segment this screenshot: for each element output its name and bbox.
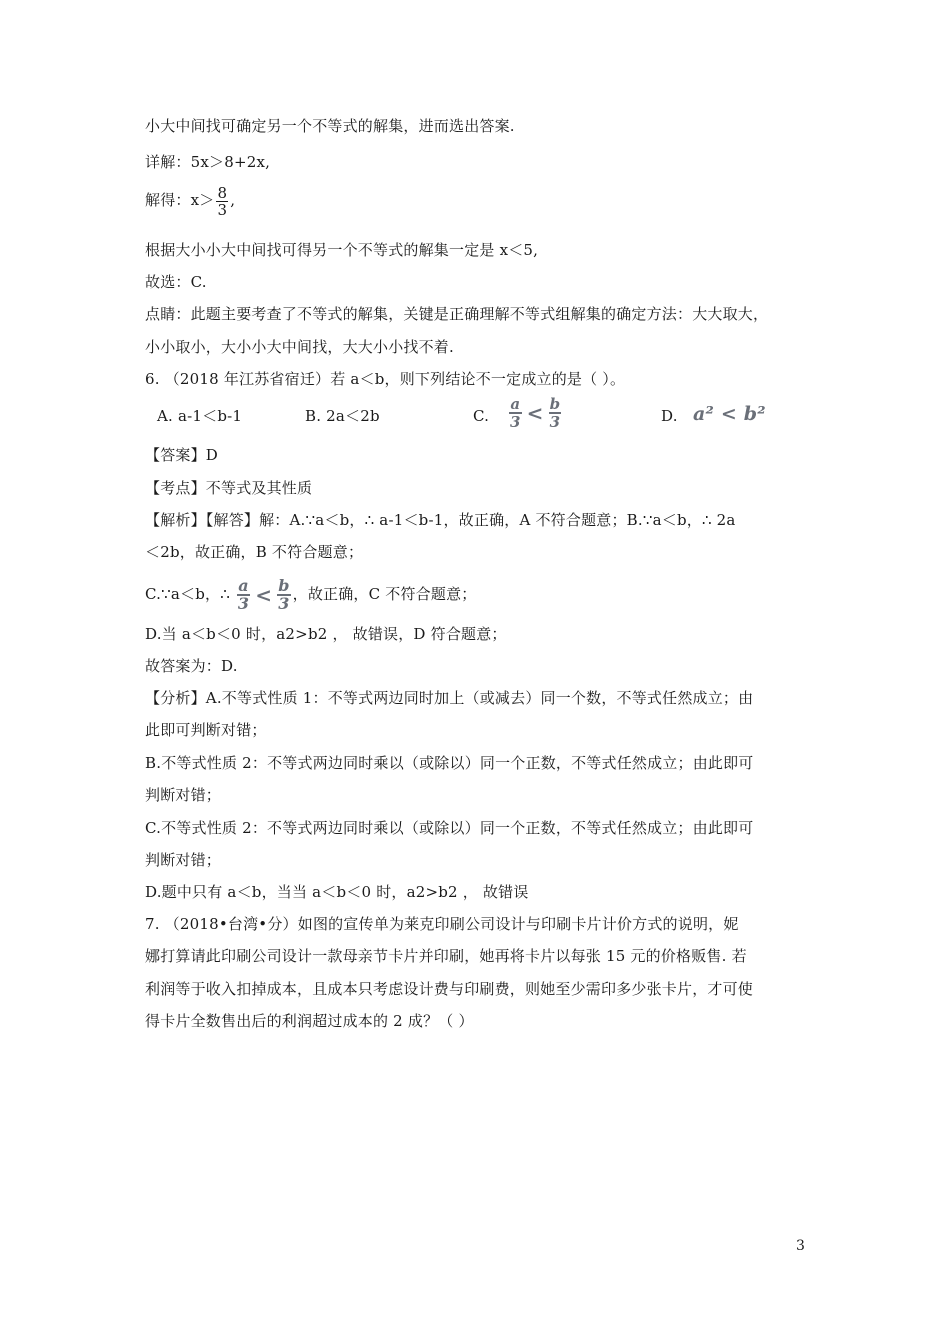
analysis-c-line: C.∵a＜b，∴ $\frac{a}{3}$ < $\frac{b}{3}$ ，故正确，C 不符合题意； [145,576,477,613]
option-b: B. 2a＜2b [305,407,380,425]
page-number: 3 [796,1238,805,1254]
analysis-line: 【解析】【解答】解：A.∵a＜b，∴ a-1＜b-1，故正确，A 不符合题意；B.∵a＜b，∴ 2a [145,511,736,529]
solution-prefix: 解得：x＞ [145,191,215,209]
inline-math: $\frac{a}{3}$ < $\frac{b}{3}$ [237,576,290,613]
fraction-numerator: 8 [217,183,228,202]
solution-suffix: , [230,191,236,209]
answer-line: 【答案】D [145,446,219,464]
text-line: 故答案为：D. [145,657,238,675]
text-line: B.不等式性质 2：不等式两边同时乘以（或除以）同一个正数，不等式任然成立；由此即可 [145,754,754,772]
text-line: D.当 a＜b＜0 时，a2>b2 ， 故错误，D 符合题意； [145,625,507,643]
text-line: 根据大小小大中间找可得另一个不等式的解集一定是 x＜5, [145,241,539,259]
text-line: 判断对错； [145,851,222,869]
text-line: ＜2b，故正确，B 不符合题意； [145,543,364,561]
text-line: 【分析】A.不等式性质 1：不等式两边同时加上（或减去）同一个数，不等式任然成立；由 [145,689,754,707]
text-line: 详解：5x＞8+2x, [145,153,271,171]
text-line: 利润等于收入扣掉成本，且成本只考虑设计费与印刷费，则她至少需印多少张卡片，才可使 [145,980,754,998]
fraction [216,185,228,218]
fraction-denominator: 3 [217,200,228,219]
text-line: 此即可判断对错； [145,721,267,739]
option-a: A. a-1＜b-1 [157,407,243,425]
text-line: 小大中间找可确定另一个不等式的解集，进而选出答案. [145,117,515,135]
text-line: 点睛：此题主要考查了不等式的解集，关键是正确理解不等式组解集的确定方法：大大取大， [145,305,769,323]
solution-line [145,180,810,220]
text-line: C.不等式性质 2：不等式两边同时乘以（或除以）同一个正数，不等式任然成立；由此即可 [145,819,754,837]
text-line: 得卡片全数售出后的利润超过成本的 2 成？（ ） [145,1012,474,1030]
topic-line: 【考点】不等式及其性质 [145,479,313,497]
option-c-label: C. [473,407,490,425]
text-line: 判断对错； [145,786,222,804]
text-line: D.题中只有 a＜b，当当 a＜b＜0 时，a2>b2 ， 故错误 [145,883,529,901]
text-line: 故选：C. [145,273,207,291]
option-d-label: D. [661,407,678,425]
option-d-math: a² < b² [693,403,766,425]
question-6-options [145,395,810,434]
text-line: 小小取小，大小小大中间找，大大小小找不着. [145,338,454,356]
question-6: 6. （2018 年江苏省宿迁）若 a＜b，则下列结论不一定成立的是（ ）。 [145,370,626,388]
option-c-math: $\frac{a}{3}$ < $\frac{b}{3}$ [510,395,561,431]
text-line: 娜打算请此印刷公司设计一款母亲节卡片并印刷，她再将卡片以每张 15 元的价格贩售. 若 [145,947,747,965]
question-7: 7. （2018•台湾•分）如图的宣传单为莱克印刷公司设计与印刷卡片计价方式的说明，妮 [145,915,739,933]
